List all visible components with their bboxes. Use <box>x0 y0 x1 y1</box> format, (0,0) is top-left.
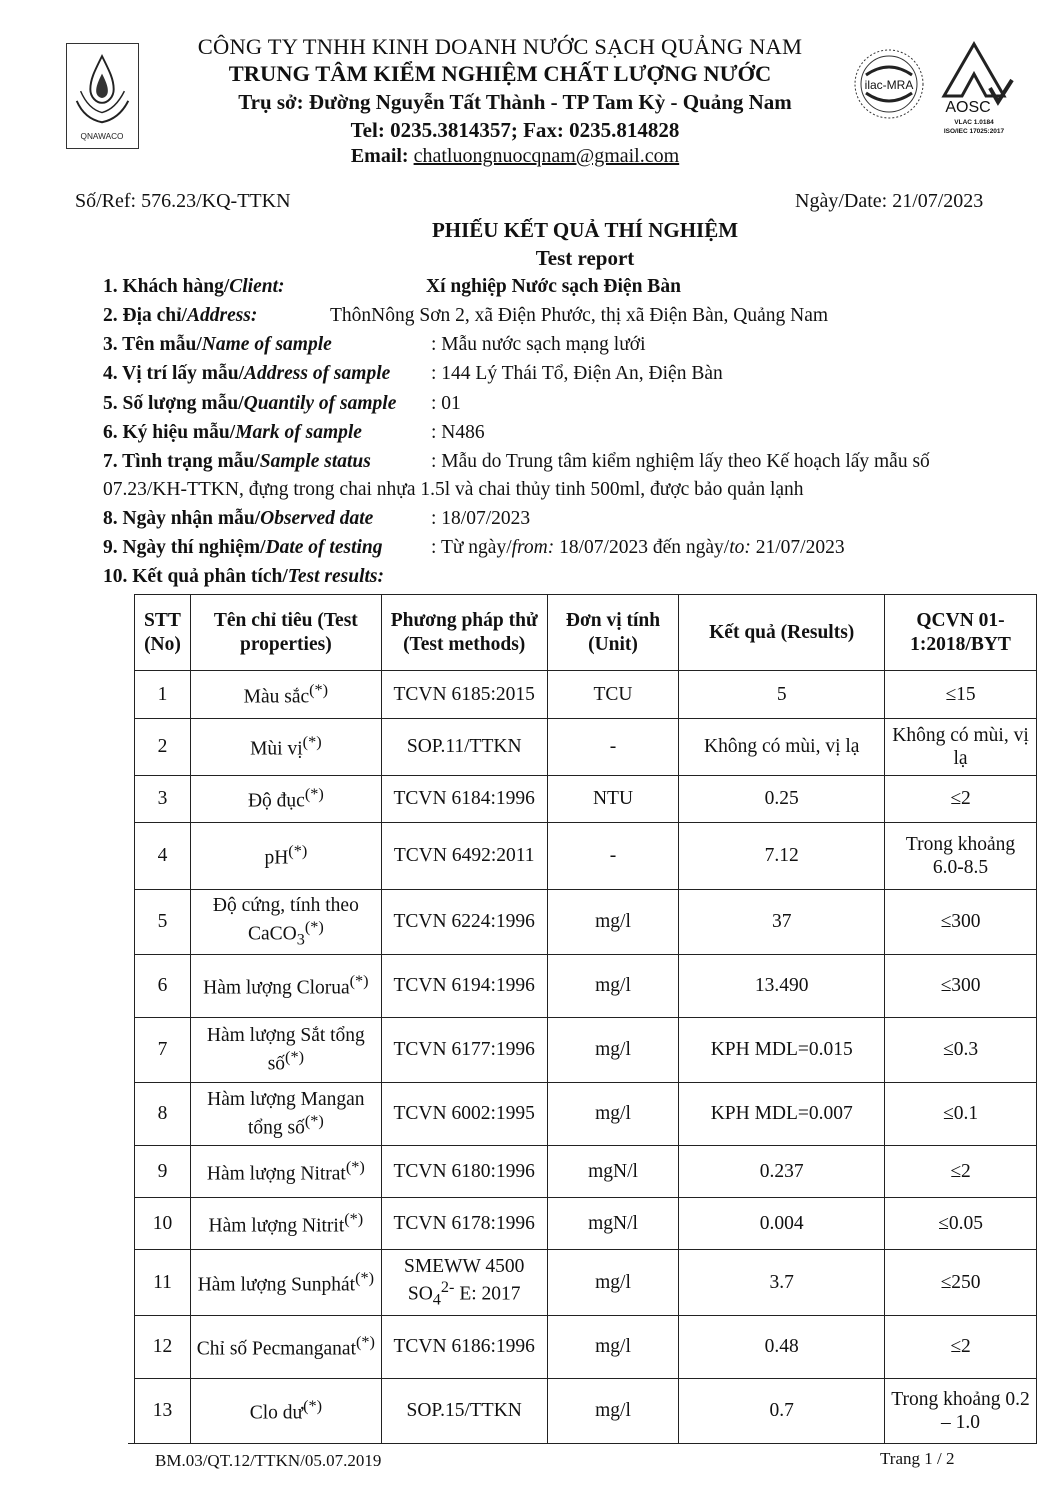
table-row <box>135 1379 1037 1444</box>
cell-unit: mg/l <box>547 1083 679 1146</box>
table-body <box>135 671 1037 1444</box>
table-row <box>135 955 1037 1018</box>
cell-result: 0.7 <box>679 1379 885 1444</box>
sample-quantity-row: 5. Số lượng mẫu/Quantily of sample : 01 <box>103 393 461 414</box>
cell-unit: mgN/l <box>547 1198 679 1250</box>
cell-property: Hàm lượng Mangan tổng số(*) <box>190 1083 381 1146</box>
sample-status-row: 7. Tình trạng mẫu/Sample status : Mẫu do Trung tâm kiểm nghiệm lấy theo Kế hoạch lấy mẫu số <box>103 451 930 472</box>
cell-limit: Trong khoảng 6.0-8.5 <box>885 823 1037 890</box>
cell-limit: ≤0.1 <box>885 1083 1037 1146</box>
cell-result: 37 <box>679 890 885 955</box>
table-row <box>135 1083 1037 1146</box>
svg-text:QNAWACO: QNAWACO <box>80 131 124 141</box>
sample-name-value: : Mẫu nước sạch mạng lưới <box>431 334 646 355</box>
sample-quantity-value: : 01 <box>431 393 461 414</box>
cell-unit: mg/l <box>547 955 679 1018</box>
cell-no: 12 <box>135 1316 191 1379</box>
cell-no: 10 <box>135 1198 191 1250</box>
cell-limit: ≤2 <box>885 776 1037 823</box>
cell-limit: Trong khoảng 0.2 – 1.0 <box>885 1379 1037 1444</box>
cell-property: Hàm lượng Nitrat(*) <box>190 1146 381 1198</box>
cell-limit: ≤0.3 <box>885 1018 1037 1083</box>
cell-method: TCVN 6224:1996 <box>381 890 547 955</box>
cell-unit: mg/l <box>547 1250 679 1316</box>
cell-no: 11 <box>135 1250 191 1316</box>
svg-text:AOSC: AOSC <box>945 99 991 116</box>
cell-property: Clo dư(*) <box>190 1379 381 1444</box>
cell-result: 0.48 <box>679 1316 885 1379</box>
company-logo <box>66 43 139 149</box>
sample-location-row: 4. Vị trí lấy mẫu/Address of sample : 144 Lý Thái Tổ, Điện An, Điện Bàn <box>103 363 723 384</box>
cell-limit: ≤2 <box>885 1146 1037 1198</box>
cell-method: TCVN 6184:1996 <box>381 776 547 823</box>
testing-date-value: : Từ ngày/from: 18/07/2023 đến ngày/to: 21/07/2023 <box>431 537 845 558</box>
cell-no: 8 <box>135 1083 191 1146</box>
footer-divider <box>128 1443 1001 1444</box>
header-qcvn: QCVN 01-1:2018/BYT <box>885 595 1037 671</box>
client-row: 1. Khách hàng/Client: Xí nghiệp Nước sạch Điện Bàn <box>103 276 681 297</box>
report-subtitle: Test report <box>535 246 635 270</box>
cell-result: 0.004 <box>679 1198 885 1250</box>
cell-unit: mg/l <box>547 1379 679 1444</box>
cell-property: Hàm lượng Sunphát(*) <box>190 1250 381 1316</box>
cell-property: Độ cứng, tính theo CaCO$_3$(*) <box>190 890 381 955</box>
cell-limit: ≤300 <box>885 955 1037 1018</box>
cell-result: KPH MDL=0.015 <box>679 1018 885 1083</box>
cell-property: Màu sắc(*) <box>190 671 381 719</box>
center-name: TRUNG TÂM KIỂM NGHIỆM CHẤT LƯỢNG NƯỚC <box>228 61 772 86</box>
cell-method: TCVN 6180:1996 <box>381 1146 547 1198</box>
cell-property: pH(*) <box>190 823 381 890</box>
header-name: Tên chỉ tiêu (Test properties) <box>190 595 381 671</box>
email-label: Email: <box>350 145 409 167</box>
page-number: Trang 1 / 2 <box>880 1449 955 1468</box>
table-row <box>135 890 1037 955</box>
report-date: Ngày/Date: 21/07/2023 <box>795 190 984 212</box>
cell-method: TCVN 6002:1995 <box>381 1083 547 1146</box>
cell-property: Độ đục(*) <box>190 776 381 823</box>
cell-limit: ≤300 <box>885 890 1037 955</box>
header-stt: STT (No) <box>135 595 191 671</box>
svg-text:ilac-MRA: ilac-MRA <box>864 78 914 92</box>
table-row <box>135 1198 1037 1250</box>
cell-method: SMEWW 4500 $SO_4^{2-}$ E: 2017 <box>381 1250 547 1316</box>
cell-method: TCVN 6177:1996 <box>381 1018 547 1083</box>
form-code: BM.03/QT.12/TTKN/05.07.2019 <box>155 1451 382 1470</box>
cell-limit: ≤250 <box>885 1250 1037 1316</box>
aosc-logo <box>932 40 1017 140</box>
cell-property: Hàm lượng Sắt tổng số(*) <box>190 1018 381 1083</box>
cell-method: TCVN 6185:2015 <box>381 671 547 719</box>
cell-result: 13.490 <box>679 955 885 1018</box>
cell-no: 13 <box>135 1379 191 1444</box>
address-value: ThônNông Sơn 2, xã Điện Phước, thị xã Điện Bàn, Quảng Nam <box>330 305 829 326</box>
cell-property: Mùi vị(*) <box>190 719 381 776</box>
cell-result: 0.25 <box>679 776 885 823</box>
sample-name-row: 3. Tên mẫu/Name of sample : Mẫu nước sạch mạng lưới <box>103 334 646 355</box>
table-row <box>135 1250 1037 1316</box>
testing-date-row: 9. Ngày thí nghiệm/Date of testing : Từ ngày/from: 18/07/2023 đến ngày/to: 21/07/2023 <box>103 537 845 558</box>
cell-result: 3.7 <box>679 1250 885 1316</box>
cell-method: TCVN 6186:1996 <box>381 1316 547 1379</box>
table-row <box>135 823 1037 890</box>
phone-fax: Tel: 0235.3814357; Fax: 0235.814828 <box>350 118 680 142</box>
cell-limit: Không có mùi, vị lạ <box>885 719 1037 776</box>
sample-mark-row: 6. Ký hiệu mẫu/Mark of sample : N486 <box>103 422 485 443</box>
cell-no: 9 <box>135 1146 191 1198</box>
cell-no: 6 <box>135 955 191 1018</box>
report-title: PHIẾU KẾT QUẢ THÍ NGHIỆM <box>431 218 739 242</box>
cell-no: 4 <box>135 823 191 890</box>
cell-method: TCVN 6178:1996 <box>381 1198 547 1250</box>
cell-result: Không có mùi, vị lạ <box>679 719 885 776</box>
table-row <box>135 1316 1037 1379</box>
reference-number: Số/Ref: 576.23/KQ-TTKN <box>75 190 291 212</box>
cell-method: TCVN 6194:1996 <box>381 955 547 1018</box>
cell-unit: mg/l <box>547 1018 679 1083</box>
cell-no: 7 <box>135 1018 191 1083</box>
table-row <box>135 776 1037 823</box>
client-value: Xí nghiệp Nước sạch Điện Bàn <box>426 276 681 297</box>
ilac-mra-logo <box>850 45 928 123</box>
cell-method: TCVN 6492:2011 <box>381 823 547 890</box>
cell-unit: NTU <box>547 776 679 823</box>
cell-no: 3 <box>135 776 191 823</box>
email-link[interactable]: chatluongnuocqnam@gmail.com <box>413 145 680 167</box>
cell-unit: - <box>547 823 679 890</box>
cell-method: SOP.15/TTKN <box>381 1379 547 1444</box>
results-table <box>134 594 1037 1444</box>
observed-date-value: : 18/07/2023 <box>431 508 531 529</box>
sample-status-value: : Mẫu do Trung tâm kiểm nghiệm lấy theo Kế hoạch lấy mẫu số <box>431 451 930 472</box>
header-method: Phương pháp thử (Test methods) <box>381 595 547 671</box>
header-result: Kết quả (Results) <box>679 595 885 671</box>
cell-property: Chỉ số Pecmanganat(*) <box>190 1316 381 1379</box>
sample-location-value: : 144 Lý Thái Tổ, Điện An, Điện Bàn <box>431 363 723 384</box>
results-heading: 10. Kết quả phân tích/Test results: <box>103 566 385 587</box>
office-address: Trụ sở: Đường Nguyễn Tất Thành - TP Tam Kỳ - Quảng Nam <box>238 90 792 114</box>
email-line <box>190 145 840 168</box>
cell-property: Hàm lượng Clorua(*) <box>190 955 381 1018</box>
cell-result: KPH MDL=0.007 <box>679 1083 885 1146</box>
cell-method: SOP.11/TTKN <box>381 719 547 776</box>
cell-unit: mgN/l <box>547 1146 679 1198</box>
table-row <box>135 1146 1037 1198</box>
cell-result: 5 <box>679 671 885 719</box>
cell-no: 1 <box>135 671 191 719</box>
cell-limit: ≤0.05 <box>885 1198 1037 1250</box>
table-row <box>135 1018 1037 1083</box>
table-header-row <box>135 595 1037 671</box>
company-name: CÔNG TY TNHH KINH DOANH NƯỚC SẠCH QUẢNG NAM <box>197 34 803 59</box>
address-row: 2. Địa chỉ/Address: ThônNông Sơn 2, xã Điện Phước, thị xã Điện Bàn, Quảng Nam <box>103 305 829 326</box>
header-unit: Đơn vị tính (Unit) <box>547 595 679 671</box>
sample-status-cont: 07.23/KH-TTKN, đựng trong chai nhựa 1.5l và chai thủy tinh 500ml, được bảo quản lạnh <box>103 479 804 500</box>
cell-result: 7.12 <box>679 823 885 890</box>
observed-date-row: 8. Ngày nhận mẫu/Observed date : 18/07/2023 <box>103 508 531 529</box>
cell-property: Hàm lượng Nitrit(*) <box>190 1198 381 1250</box>
svg-text:ISO/IEC 17025:2017: ISO/IEC 17025:2017 <box>943 128 1005 135</box>
cell-result: 0.237 <box>679 1146 885 1198</box>
cell-no: 2 <box>135 719 191 776</box>
table-row <box>135 719 1037 776</box>
svg-text:VLAC 1.0184: VLAC 1.0184 <box>954 119 994 126</box>
cell-unit: mg/l <box>547 890 679 955</box>
cell-limit: ≤15 <box>885 671 1037 719</box>
cell-unit: mg/l <box>547 1316 679 1379</box>
cell-no: 5 <box>135 890 191 955</box>
table-row <box>135 671 1037 719</box>
cell-limit: ≤2 <box>885 1316 1037 1379</box>
cell-unit: - <box>547 719 679 776</box>
cell-unit: TCU <box>547 671 679 719</box>
sample-mark-value: : N486 <box>431 422 485 443</box>
